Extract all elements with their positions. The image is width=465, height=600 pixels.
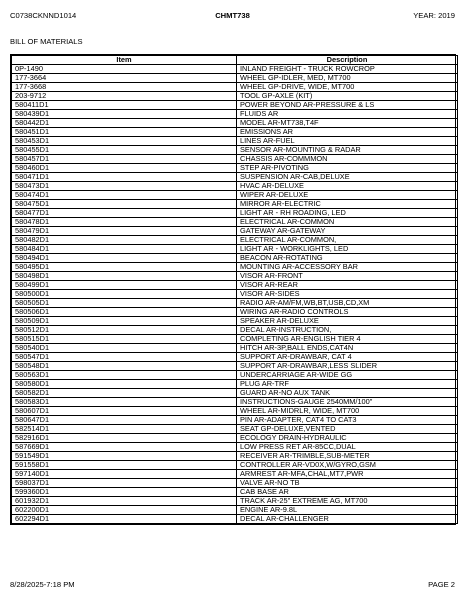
document-id: C0738CKNND1014 <box>10 11 77 20</box>
description-cell: LINES AR-FUEL <box>237 137 458 146</box>
table-row <box>12 416 458 425</box>
table-row <box>12 155 458 164</box>
table-row <box>12 83 458 92</box>
description-cell: TOOL GP-AXLE (KIT) <box>237 92 458 101</box>
item-cell: 591558D1 <box>12 461 237 470</box>
table-row <box>12 317 458 326</box>
description-cell: STEP AR-PIVOTING <box>237 164 458 173</box>
item-cell: 587669D1 <box>12 443 237 452</box>
table-row <box>12 92 458 101</box>
description-cell: RADIO AR-AM/FM,WB,BT,USB,CD,XM <box>237 299 458 308</box>
table-row <box>12 200 458 209</box>
item-cell: 580460D1 <box>12 164 237 173</box>
table-row <box>12 65 458 74</box>
description-cell: MODEL AR-MT738,T4F <box>237 119 458 128</box>
item-cell: 580473D1 <box>12 182 237 191</box>
item-cell: 580607D1 <box>12 407 237 416</box>
table-row <box>12 443 458 452</box>
table-row <box>12 425 458 434</box>
year-label: YEAR: 2019 <box>413 11 455 20</box>
item-cell: 580563D1 <box>12 371 237 380</box>
description-cell: SPEAKER AR-DELUXE <box>237 317 458 326</box>
item-cell: 580451D1 <box>12 128 237 137</box>
item-cell: 591549D1 <box>12 452 237 461</box>
item-cell: 580495D1 <box>12 263 237 272</box>
item-cell: 602294D1 <box>12 515 237 524</box>
table-row <box>12 272 458 281</box>
section-title: BILL OF MATERIALS <box>10 37 83 46</box>
description-cell: LIGHT AR - RH ROADING, LED <box>237 209 458 218</box>
description-cell: SUSPENSION AR-CAB,DELUXE <box>237 173 458 182</box>
description-cell: LOW PRESS RET AR-85CC,DUAL <box>237 443 458 452</box>
table-row <box>12 110 458 119</box>
description-cell: PLUG AR-TRF <box>237 380 458 389</box>
description-cell: ELECTRICAL AR-COMMON <box>237 218 458 227</box>
item-cell: 599360D1 <box>12 488 237 497</box>
table-row <box>12 236 458 245</box>
table-row <box>12 389 458 398</box>
item-cell: 580500D1 <box>12 290 237 299</box>
column-header-description: Description <box>237 56 458 65</box>
description-cell: INSTRUCTIONS-GAUGE 2540MM/100" <box>237 398 458 407</box>
model-title: CHMT738 <box>215 11 250 20</box>
table-body <box>12 65 458 524</box>
item-cell: 580647D1 <box>12 416 237 425</box>
table-row <box>12 290 458 299</box>
table-row <box>12 470 458 479</box>
description-cell: SUPPORT AR-DRAWBAR, CAT 4 <box>237 353 458 362</box>
description-cell: INLAND FREIGHT - TRUCK ROWCROP <box>237 65 458 74</box>
table-row <box>12 128 458 137</box>
table-row <box>12 191 458 200</box>
table-row <box>12 308 458 317</box>
table-row <box>12 362 458 371</box>
table-row <box>12 209 458 218</box>
table-row <box>12 452 458 461</box>
item-cell: 580478D1 <box>12 218 237 227</box>
description-cell: LIGHT AR - WORKLIGHTS, LED <box>237 245 458 254</box>
table-row <box>12 299 458 308</box>
description-cell: WHEEL GP-DRIVE, WIDE, MT700 <box>237 83 458 92</box>
description-cell: POWER BEYOND AR-PRESSURE & LS <box>237 101 458 110</box>
table-row <box>12 461 458 470</box>
table-row <box>12 164 458 173</box>
description-cell: WHEEL GP-IDLER, MED, MT700 <box>237 74 458 83</box>
item-cell: 580471D1 <box>12 173 237 182</box>
item-cell: 580484D1 <box>12 245 237 254</box>
table-row <box>12 218 458 227</box>
page-number: PAGE 2 <box>428 580 455 589</box>
description-cell: CONTROLLER AR-VD0X,W/GYRO,GSM <box>237 461 458 470</box>
table-row <box>12 173 458 182</box>
description-cell: WHEEL AR-MIDRLR, WIDE, MT700 <box>237 407 458 416</box>
description-cell: HITCH AR-3P,BALL ENDS,CAT4N <box>237 344 458 353</box>
description-cell: WIRING AR-RADIO CONTROLS <box>237 308 458 317</box>
description-cell: BEACON AR-ROTATING <box>237 254 458 263</box>
table-row <box>12 506 458 515</box>
description-cell: DECAL AR-INSTRUCTION, <box>237 326 458 335</box>
description-cell: HVAC AR-DELUXE <box>237 182 458 191</box>
item-cell: 580547D1 <box>12 353 237 362</box>
item-cell: 580455D1 <box>12 146 237 155</box>
description-cell: PIN AR-ADAPTER, CAT4 TO CAT3 <box>237 416 458 425</box>
description-cell: FLUIDS AR <box>237 110 458 119</box>
table-row <box>12 119 458 128</box>
print-timestamp: 8/28/2025-7:18 PM <box>10 580 75 589</box>
description-cell: ARMREST AR-MFA,CHAL,MT7,PWR <box>237 470 458 479</box>
table-row <box>12 254 458 263</box>
description-cell: ELECTRICAL AR-COMMON, <box>237 236 458 245</box>
table-row <box>12 146 458 155</box>
item-cell: 177-3664 <box>12 74 237 83</box>
item-cell: 580499D1 <box>12 281 237 290</box>
table-row <box>12 434 458 443</box>
table-row <box>12 353 458 362</box>
item-cell: 580439D1 <box>12 110 237 119</box>
description-cell: GUARD AR-NO AUX TANK <box>237 389 458 398</box>
table-row <box>12 398 458 407</box>
description-cell: VISOR AR-SIDES <box>237 290 458 299</box>
page-footer <box>10 580 455 590</box>
bom-table-container <box>10 54 456 525</box>
table-row <box>12 380 458 389</box>
table-row <box>12 479 458 488</box>
item-cell: 580548D1 <box>12 362 237 371</box>
description-cell: DECAL AR-CHALLENGER <box>237 515 458 524</box>
description-cell: GATEWAY AR-GATEWAY <box>237 227 458 236</box>
description-cell: VISOR AR-REAR <box>237 281 458 290</box>
item-cell: 580540D1 <box>12 344 237 353</box>
page-header <box>10 11 455 21</box>
table-row <box>12 227 458 236</box>
item-cell: 580411D1 <box>12 101 237 110</box>
item-cell: 580457D1 <box>12 155 237 164</box>
table-row <box>12 344 458 353</box>
description-cell: VALVE AR-NO TB <box>237 479 458 488</box>
item-cell: 598037D1 <box>12 479 237 488</box>
table-row <box>12 371 458 380</box>
item-cell: 580583D1 <box>12 398 237 407</box>
item-cell: 580453D1 <box>12 137 237 146</box>
item-cell: 580509D1 <box>12 317 237 326</box>
item-cell: 0P-1490 <box>12 65 237 74</box>
item-cell: 602200D1 <box>12 506 237 515</box>
description-cell: VISOR AR-FRONT <box>237 272 458 281</box>
item-cell: 582916D1 <box>12 434 237 443</box>
description-cell: WIPER AR-DELUXE <box>237 191 458 200</box>
item-cell: 580474D1 <box>12 191 237 200</box>
item-cell: 203-9712 <box>12 92 237 101</box>
item-cell: 580482D1 <box>12 236 237 245</box>
table-row <box>12 497 458 506</box>
item-cell: 580475D1 <box>12 200 237 209</box>
table-row <box>12 488 458 497</box>
item-cell: 580494D1 <box>12 254 237 263</box>
item-cell: 580506D1 <box>12 308 237 317</box>
table-row <box>12 245 458 254</box>
item-cell: 580512D1 <box>12 326 237 335</box>
description-cell: MIRROR AR-ELECTRIC <box>237 200 458 209</box>
item-cell: 580582D1 <box>12 389 237 398</box>
description-cell: UNDERCARRIAGE AR-WIDE GG <box>237 371 458 380</box>
table-row <box>12 74 458 83</box>
description-cell: MOUNTING AR-ACCESSORY BAR <box>237 263 458 272</box>
description-cell: CHASSIS AR-COMMMON <box>237 155 458 164</box>
description-cell: TRACK AR-25" EXTREME AG, MT700 <box>237 497 458 506</box>
description-cell: CAB BASE AR <box>237 488 458 497</box>
bom-table <box>11 55 458 524</box>
item-cell: 580477D1 <box>12 209 237 218</box>
description-cell: SENSOR AR-MOUNTING & RADAR <box>237 146 458 155</box>
item-cell: 597140D1 <box>12 470 237 479</box>
table-row <box>12 407 458 416</box>
description-cell: ENGINE AR-9.8L <box>237 506 458 515</box>
description-cell: SUPPORT AR-DRAWBAR,LESS SLIDER <box>237 362 458 371</box>
column-header-item: Item <box>12 56 237 65</box>
description-cell: SEAT GP-DELUXE,VENTED <box>237 425 458 434</box>
table-row <box>12 281 458 290</box>
item-cell: 601932D1 <box>12 497 237 506</box>
item-cell: 580505D1 <box>12 299 237 308</box>
item-cell: 580515D1 <box>12 335 237 344</box>
description-cell: RECEIVER AR-TRIMBLE,SUB-METER <box>237 452 458 461</box>
item-cell: 177-3668 <box>12 83 237 92</box>
table-row <box>12 182 458 191</box>
table-row <box>12 335 458 344</box>
item-cell: 580580D1 <box>12 380 237 389</box>
item-cell: 582514D1 <box>12 425 237 434</box>
item-cell: 580498D1 <box>12 272 237 281</box>
description-cell: ECOLOGY DRAIN-HYDRAULIC <box>237 434 458 443</box>
table-row <box>12 326 458 335</box>
table-row <box>12 137 458 146</box>
item-cell: 580442D1 <box>12 119 237 128</box>
description-cell: EMISSIONS AR <box>237 128 458 137</box>
table-header-row <box>12 56 458 65</box>
table-row <box>12 101 458 110</box>
table-row <box>12 515 458 524</box>
table-row <box>12 263 458 272</box>
description-cell: COMPLETING AR-ENGLISH TIER 4 <box>237 335 458 344</box>
item-cell: 580479D1 <box>12 227 237 236</box>
